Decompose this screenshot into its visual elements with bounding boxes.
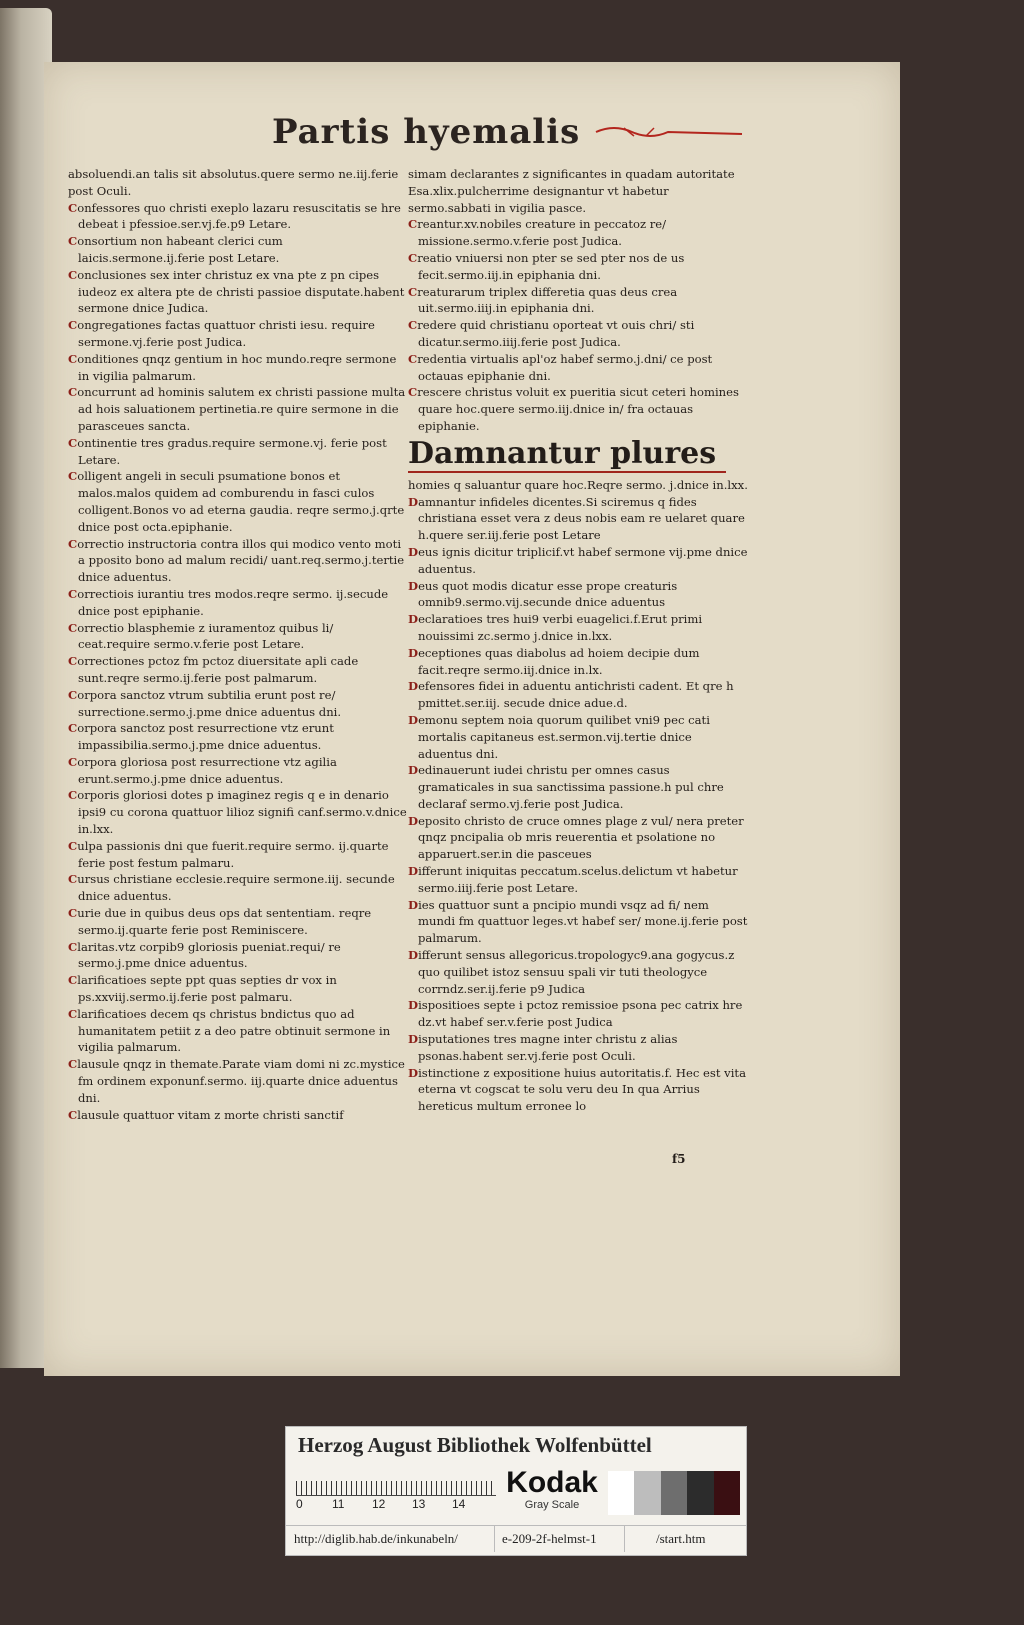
rubricated-initial: D <box>408 435 435 471</box>
entry-text: amnantur infideles dicentes.Si sciremus q fides christiana esset vera z deus nobis eam re uelaret quare h.quere ser.iij.ferie post Letare <box>418 494 745 543</box>
entry-text: ies quattuor sunt a pncipio mundi vsqz ad fi/ nem mundi fm quattuor leges.vt habef ser/ mone.ij.ferie post palmarum. <box>418 897 748 946</box>
index-entry <box>68 939 408 973</box>
entry-text: orrectiones pctoz fm pctoz diuersitate apli cade sunt.reqre sermo.ij.ferie post palmarum. <box>77 654 359 685</box>
entry-text: eus quot modis dicatur esse prope creaturis omnib9.sermo.vij.secunde dnice aduentus <box>418 578 678 610</box>
rubricated-initial: C <box>68 687 78 702</box>
index-entry <box>68 653 408 687</box>
entry-text: orrectiois iurantiu tres modos.reqre sermo. ij.secude dnice post epiphanie. <box>77 586 389 618</box>
entry-text: reaturarum triplex differetia quas deus crea uit.sermo.iiij.in epiphania dni. <box>417 284 678 316</box>
url-row <box>286 1525 746 1552</box>
index-entry <box>68 233 408 267</box>
entry-text: orpora sanctoz vtrum subtilia erunt post re/ surrectione.sermo.j.pme dnice aduentus dni. <box>77 687 342 719</box>
rubricated-initial: C <box>408 385 418 400</box>
index-entry <box>68 200 408 234</box>
rubricated-initial: C <box>68 200 78 215</box>
index-entry <box>68 787 408 837</box>
index-entry <box>408 897 748 947</box>
incunabula-page <box>44 62 900 1376</box>
gray-patch <box>714 1471 740 1515</box>
rubricated-initial: C <box>408 318 418 333</box>
rubricated-initial: C <box>68 1107 78 1122</box>
rubricated-initial: C <box>68 754 78 769</box>
index-entry <box>68 687 408 721</box>
entry-text: onclusiones sex inter christuz ex vna pte z pn cipes iudeoz ex altera pte de christi passioe disputate.habent sermone dnice Judica. <box>77 267 405 316</box>
index-entry <box>68 620 408 654</box>
index-entry <box>68 166 408 200</box>
index-entry <box>408 317 748 351</box>
index-entry <box>408 813 748 863</box>
index-entry <box>408 611 748 645</box>
entry-text: laritas.vtz corpib9 gloriosis pueniat.requi/ re sermo.j.pme dnice aduentus. <box>77 939 341 971</box>
entry-text: orpora gloriosa post resurrectione vtz agilia erunt.sermo.j.pme dnice aduentus. <box>77 754 337 786</box>
rubricated-initial: C <box>68 620 78 635</box>
gray-patch <box>661 1471 687 1515</box>
entry-text: urie due in quibus deus ops dat sententiam. reqre sermo.ij.quarte ferie post Reminiscere. <box>77 906 372 937</box>
ruler-label: 11 <box>332 1497 345 1511</box>
rubricated-initial: C <box>68 788 78 803</box>
index-entry <box>408 351 748 385</box>
entry-text: ifferunt iniquitas peccatum.scelus.delictum vt habetur sermo.iiij.ferie post Letare. <box>418 864 738 895</box>
rubricated-initial: D <box>408 578 419 593</box>
rubricated-initial: C <box>68 536 78 551</box>
gray-scale-label: Gray Scale <box>524 1499 580 1511</box>
entry-text: eclaratioes tres hui9 verbi euagelici.f.Erut primi nouissimi zc.sermo j.dnice in.lxx. <box>418 612 703 643</box>
index-entry <box>68 468 408 535</box>
rubricated-initial: D <box>408 897 419 912</box>
color-target-strip <box>285 1426 747 1556</box>
rubricated-initial: D <box>408 679 419 694</box>
entry-text: amnantur plures <box>434 435 717 471</box>
entry-text: ispositioes septe i pctoz remissioe psona pec catrix hre dz.vt habef ser.v.ferie post Judica <box>418 998 743 1030</box>
rubricated-initial: D <box>408 864 419 879</box>
index-entry <box>408 863 748 897</box>
entry-text: rescere christus voluit ex pueritia sicut ceteri homines quare hoc.quere sermo.iij.dnice in/ fra octauas epiphanie. <box>417 385 739 433</box>
entry-text: istinctione z expositione huius autoritatis.f. Hec est vita eterna vt cogscat te solu veru deu In qua Arrius hereticus multum erronee lo <box>418 1065 746 1114</box>
index-entry <box>408 437 726 473</box>
rubricated-initial: C <box>68 351 78 366</box>
entry-text: ulpa passionis dni que fuerit.require sermo. ij.quarte ferie post festum palmaru. <box>77 838 389 870</box>
rubricated-initial: C <box>68 838 78 853</box>
index-entry <box>68 435 408 469</box>
entry-text: ongregationes factas quattuor christi iesu. require sermone.vj.ferie post Judica. <box>77 318 375 349</box>
entry-text: onsortium non habeant clerici cum laicis.sermone.ij.ferie post Letare. <box>77 234 283 265</box>
entry-text: larificatioes septe ppt quas septies dr vox in ps.xxviij.sermo.ij.ferie post palmaru. <box>77 973 337 1005</box>
rubricated-initial: C <box>408 217 418 232</box>
url-text: http://diglib.hab.de/inkunabeln/ <box>294 1531 458 1546</box>
entry-text: oncurrunt ad hominis salutem ex christi passione multa ad hois saluationem pertinetia.re quire sermone in die parasceues sancta. <box>77 385 406 433</box>
red-flourish-icon <box>594 122 744 142</box>
index-entry <box>408 384 748 434</box>
rubricated-initial: D <box>408 948 419 963</box>
shelfmark-text: e-209-2f-helmst-1 <box>502 1531 597 1546</box>
entry-text: eceptiones quas diabolus ad hoiem decipie dum facit.reqre sermo.iij.dnice in.lx. <box>418 645 700 677</box>
rubricated-initial: C <box>68 586 78 601</box>
index-entry <box>68 871 408 905</box>
rubricated-initial: C <box>68 435 78 450</box>
rubricated-initial: D <box>408 544 419 559</box>
index-entry <box>408 578 748 612</box>
index-entry <box>68 267 408 317</box>
rubricated-initial: C <box>408 250 418 265</box>
divider <box>624 1526 625 1552</box>
entry-text: reantur.xv.nobiles creature in peccatoz re/ missione.sermo.v.ferie post Judica. <box>417 217 667 249</box>
kodak-logo <box>500 1467 604 1511</box>
kodak-brand: Kodak <box>506 1466 598 1499</box>
entry-text: isputationes tres magne inter christu z alias psonas.habent ser.vj.ferie post Oculi. <box>418 1032 678 1063</box>
rubricated-initial: D <box>408 612 419 627</box>
entry-text: eus ignis dicitur triplicif.vt habef sermone vij.pme dnice aduentus. <box>418 544 748 576</box>
entry-text: absoluendi.an talis sit absolutus.quere sermo ne.iij.ferie post Oculi. <box>68 167 399 198</box>
entry-text: ontinentie tres gradus.require sermone.vj. ferie post Letare. <box>77 435 387 467</box>
index-entry <box>68 1006 408 1056</box>
entry-text: orrectio blasphemie z iuramentoz quibus li/ ceat.require sermo.v.ferie post Letare. <box>77 620 334 652</box>
library-name: Herzog August Bibliothek Wolfenbüttel <box>298 1433 652 1457</box>
entry-text: orporis gloriosi dotes p imaginez regis q e in denario ipsi9 cu corona quattuor lilioz signifi canf.sermo.v.dnice in.lxx. <box>77 788 407 837</box>
entry-text: homies q saluantur quare hoc.Reqre sermo. j.dnice in.lxx. <box>408 477 748 492</box>
ruler-label: 12 <box>372 1497 386 1511</box>
rubricated-initial: D <box>408 1065 419 1080</box>
entry-text: redentia virtualis apl'oz habef sermo.j.dni/ ce post octauas epiphanie dni. <box>417 351 713 383</box>
rubricated-initial: C <box>68 654 78 669</box>
ruler-label: 14 <box>452 1497 466 1511</box>
rubricated-initial: C <box>408 284 418 299</box>
index-entry <box>408 947 748 997</box>
entry-text: olligent angeli in seculi psumatione bonos et malos.malos quidem ad comburendu in fasci culos colligent.Bonos vo ad eterna gaudia. reqre sermo.j.qrte dnice post octa.epiphanie. <box>77 469 405 534</box>
ruler-label: 13 <box>412 1497 426 1511</box>
entry-text: redere quid christianu oporteat vt ouis chri/ sti dicatur.sermo.iiij.ferie post Judica. <box>417 318 695 349</box>
scale-ruler <box>296 1471 496 1496</box>
index-entry <box>408 762 748 812</box>
entry-text: lausule quattuor vitam z morte christi sanctif <box>77 1107 344 1122</box>
start-link: /start.htm <box>656 1531 706 1546</box>
divider <box>494 1526 495 1552</box>
index-entry <box>68 351 408 385</box>
index-entry <box>68 838 408 872</box>
rubricated-initial: C <box>68 234 78 249</box>
index-entry <box>408 494 748 544</box>
index-entry <box>68 1107 408 1124</box>
gray-patch <box>687 1471 713 1515</box>
rubricated-initial: C <box>68 267 78 282</box>
entry-text: lausule qnqz in themate.Parate viam domi ni zc.mystice fm ordinem exponunf.sermo. iij.quarte dnice aduentus dni. <box>77 1057 405 1105</box>
header-title: Partis hyemalis <box>272 112 581 152</box>
index-entry <box>68 536 408 586</box>
rubricated-initial: C <box>68 1057 78 1072</box>
rubricated-initial: C <box>68 469 78 484</box>
index-entry <box>408 544 748 578</box>
rubricated-initial: D <box>408 494 419 509</box>
rubricated-initial: D <box>408 712 419 727</box>
index-entry <box>408 284 748 318</box>
entry-text: eposito christo de cruce omnes plage z vul/ nera preter qnqz pncipalia ob mris reuerentia et psolatione no apparuert.ser.in die pasceues <box>418 813 744 862</box>
index-entry <box>68 317 408 351</box>
entry-text: emonu septem noia quorum quilibet vni9 pec cati mortalis capitaneus est.sermon.vij.tertie dnice aduentus dni. <box>418 712 710 761</box>
index-entry <box>408 250 748 284</box>
index-entry <box>408 997 748 1031</box>
rubricated-initial: C <box>68 906 78 921</box>
entry-text: efensores fidei in aduentu antichristi cadent. Et qre h pmittet.ser.iij. secude dnice adue.d. <box>418 679 734 711</box>
index-entry <box>68 972 408 1006</box>
gray-patch <box>634 1471 660 1515</box>
rubricated-initial: C <box>68 385 78 400</box>
entry-text: orpora sanctoz post resurrectione vtz erunt impassibilia.sermo.j.pme dnice aduentus. <box>77 721 334 753</box>
rubricated-initial: C <box>408 351 418 366</box>
entry-text: ifferunt sensus allegoricus.tropologyc9.ana gogycus.z quo quilibet istoz sensuu spali vir tuti theologyce corrndz.ser.ij.ferie p9 Judica <box>418 948 735 996</box>
rubricated-initial: D <box>408 763 419 778</box>
ruler-label: 0 <box>296 1497 303 1511</box>
rubricated-initial: D <box>408 813 419 828</box>
running-header <box>272 112 744 152</box>
entry-text: larificatioes decem qs christus bndictus quo ad humanitatem petiit z a deo patre obtinuit sermone in vigilia palmarum. <box>77 1006 391 1055</box>
index-entry <box>408 678 748 712</box>
right-text-column <box>408 166 748 1115</box>
index-entry <box>408 166 748 216</box>
index-entry <box>68 905 408 939</box>
index-entry <box>408 645 748 679</box>
left-text-column <box>68 166 408 1123</box>
entry-text: edinauerunt iudei christu per omnes casus gramaticales in sua sanctissima passione.h pul chre declaraf sermo.vj.ferie post Judica. <box>418 763 724 811</box>
index-entry <box>408 712 748 762</box>
gray-patch <box>608 1471 634 1515</box>
entry-text: onditiones qnqz gentium in hoc mundo.reqre sermone in vigilia palmarum. <box>77 351 397 383</box>
index-entry <box>68 384 408 434</box>
rubricated-initial: C <box>68 872 78 887</box>
index-entry <box>68 1056 408 1106</box>
index-entry <box>408 1065 748 1115</box>
rubricated-initial: C <box>68 1006 78 1021</box>
folio-signature: f5 <box>672 1152 686 1166</box>
rubricated-initial: C <box>68 318 78 333</box>
index-entry <box>68 754 408 788</box>
index-entry <box>68 720 408 754</box>
entry-text: orrectio instructoria contra illos qui modico vento moti a pposito bono ad malum recidi/ uant.req.sermo.j.tertie dnice aduentus. <box>77 536 405 585</box>
index-entry <box>68 586 408 620</box>
index-entry <box>408 477 748 494</box>
entry-text: simam declarantes z significantes in quadam autoritate Esa.xlix.pulcherrime designantur vt habetur sermo.sabbati in vigilia pasce. <box>408 167 735 215</box>
gray-scale-patches <box>608 1471 740 1515</box>
rubricated-initial: D <box>408 998 419 1013</box>
entry-text: onfessores quo christi exeplo lazaru resuscitatis se hre debeat i pfessioe.ser.vj.fe.p9 Letare. <box>77 200 401 232</box>
rubricated-initial: D <box>408 645 419 660</box>
rubricated-initial: C <box>68 721 78 736</box>
rubricated-initial: C <box>68 939 78 954</box>
index-entry <box>408 216 748 250</box>
entry-text: reatio vniuersi non pter se sed pter nos de us fecit.sermo.iij.in epiphania dni. <box>417 250 685 282</box>
entry-text: ursus christiane ecclesie.require sermone.iij. secunde dnice aduentus. <box>77 872 395 904</box>
rubricated-initial: D <box>408 1032 419 1047</box>
index-entry <box>408 1031 748 1065</box>
rubricated-initial: C <box>68 973 78 988</box>
